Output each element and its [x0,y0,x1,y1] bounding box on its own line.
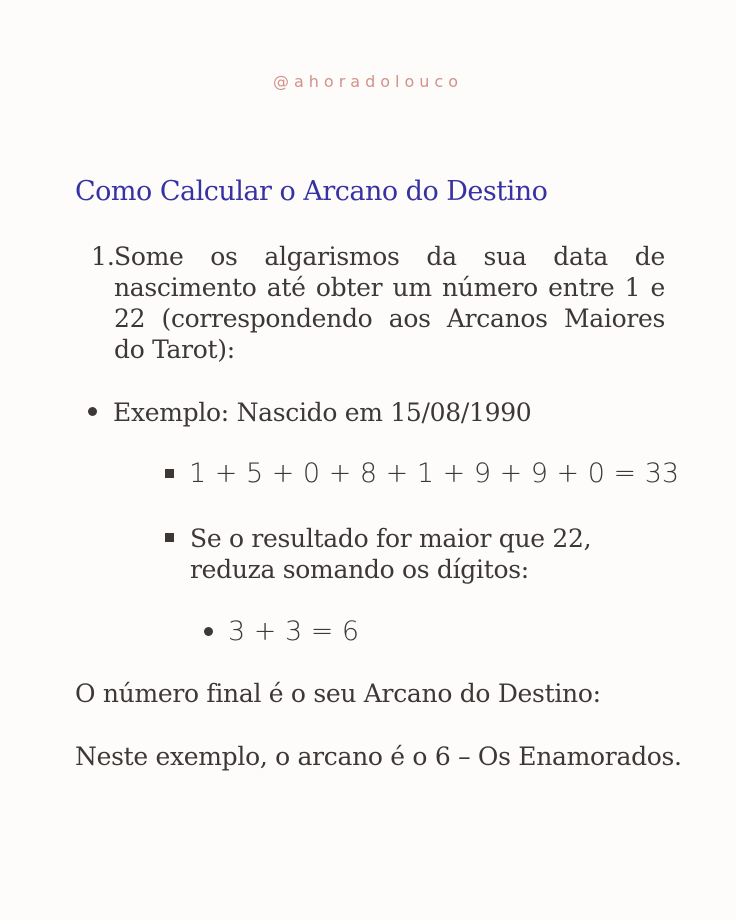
bullet-square-icon [165,469,174,478]
step-item [91,241,665,365]
step-number: 1. [91,242,115,271]
example-reduction: 3 + 3 = 6 [228,616,360,647]
result-line: Neste exemplo, o arcano é o 6 – Os Enamorados. [75,742,682,771]
reduce-note: Se o resultado for maior que 22, reduza somando os dígitos: [190,524,592,584]
final-line: O número final é o seu Arcano do Destino: [75,679,601,708]
account-handle: @ahoradolouco [272,72,464,91]
page-title: Como Calcular o Arcano do Destino [75,176,548,207]
example-sum: 1 + 5 + 0 + 8 + 1 + 9 + 9 + 0 = 33 [189,458,680,489]
bullet-dot-icon [88,407,97,416]
step-text: Some os algarismos da sua data de nascimento até obter um número entre 1 e 22 (correspondendo aos Arcanos Maiores do Tarot): [114,242,665,364]
bullet-square-icon [165,533,174,542]
bullet-dot-icon [204,627,213,636]
example-label: Exemplo: Nascido em 15/08/1990 [113,398,532,427]
